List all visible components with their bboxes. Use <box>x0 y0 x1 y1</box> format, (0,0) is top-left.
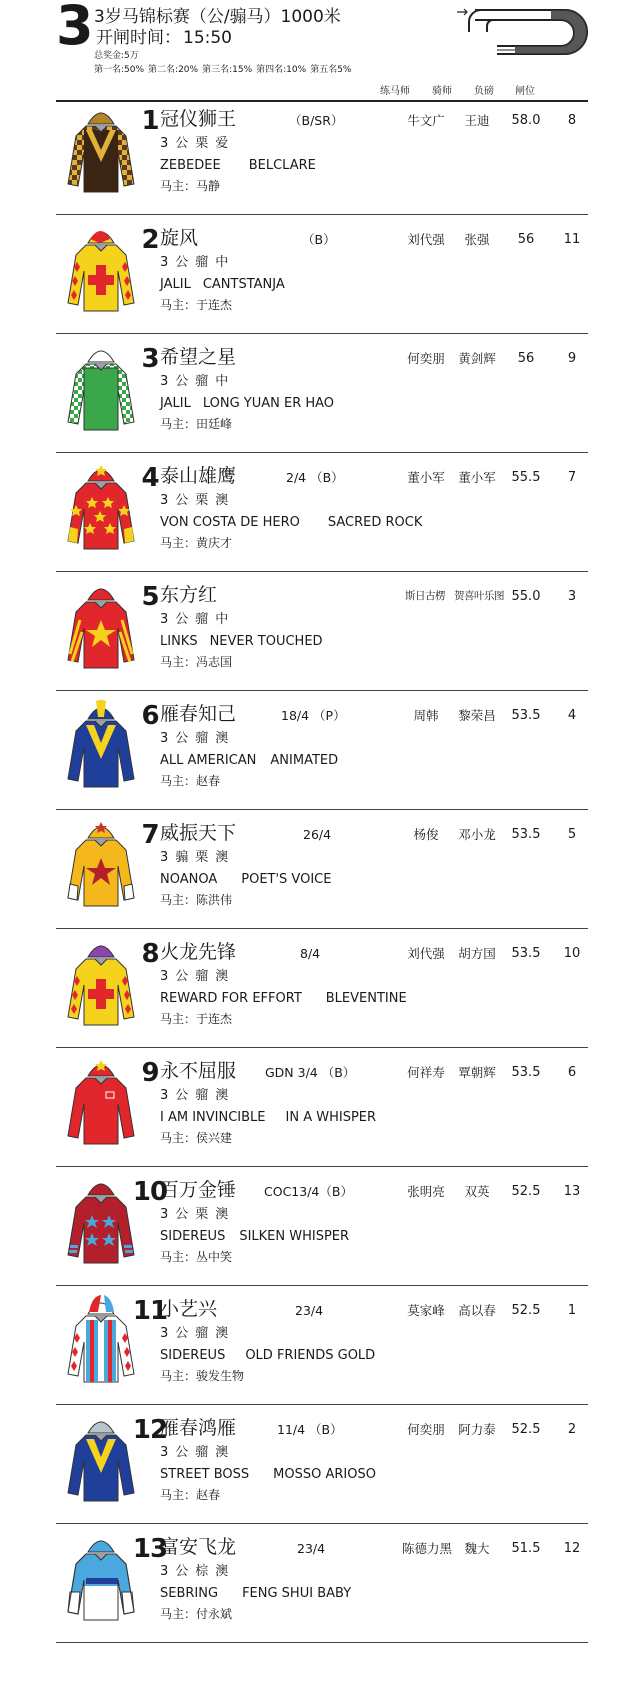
trainer: 斯日古楞 <box>405 590 445 602</box>
weight: 52.5 <box>511 1303 541 1318</box>
odds-gear: 23/4 <box>297 1541 326 1556</box>
jockey: 黎荣昌 <box>458 708 496 723</box>
runner-number: 3 <box>141 344 159 374</box>
horse-name: 泰山雄鹰 <box>160 465 237 487</box>
draw: 3 <box>567 589 577 604</box>
race-start <box>94 28 232 48</box>
weight: 55.0 <box>511 589 541 604</box>
jockey: 胡方国 <box>458 946 496 961</box>
runner-entry <box>56 929 588 1048</box>
dam: SACRED ROCK <box>327 515 423 530</box>
draw: 1 <box>567 1303 577 1318</box>
owner: 马主：马静 <box>160 179 221 193</box>
odds-gear: （B） <box>302 232 336 247</box>
sire: JALIL <box>160 396 191 411</box>
entry-divider <box>56 1642 588 1643</box>
runner-number: 11 <box>132 1296 168 1326</box>
jockey: 魏大 <box>464 1541 490 1556</box>
horse-name: 小艺兴 <box>160 1298 218 1320</box>
jockey-silks-icon <box>62 100 140 196</box>
dam: BELCLARE <box>248 158 316 173</box>
trainer: 张明亮 <box>407 1184 445 1199</box>
runner-entry <box>56 1048 588 1167</box>
jockey-silks-icon <box>62 933 140 1029</box>
trainer: 何祥寿 <box>407 1065 445 1080</box>
jockey: 贺喜叶乐图 <box>454 590 504 602</box>
runner-entry <box>56 572 588 691</box>
jockey-silks-icon <box>62 338 140 434</box>
prize-share: 第四名:10% <box>256 65 307 75</box>
owner: 马主：赵春 <box>160 774 221 788</box>
trainer: 周韩 <box>413 708 439 723</box>
runner-entry <box>56 691 588 810</box>
weight: 53.5 <box>511 708 541 723</box>
runner-entry <box>56 1167 588 1286</box>
horse-name: 百万金锤 <box>160 1179 237 1201</box>
breeding <box>160 515 422 531</box>
weight: 55.5 <box>511 470 541 485</box>
breeding <box>160 1348 375 1364</box>
sire: SEBRING <box>160 1586 219 1601</box>
weight: 56 <box>517 351 535 366</box>
dam: ANIMATED <box>270 753 339 768</box>
draw: 2 <box>567 1422 577 1437</box>
race-title: 3岁马锦标赛（公/骟马）1000米 <box>94 7 341 27</box>
runner-entry <box>56 810 588 929</box>
horse-profile: 3公栗澳 <box>160 493 236 508</box>
trainer: 董小军 <box>407 470 445 485</box>
prize-share: 第五名5% <box>310 65 352 75</box>
col-weight: 负磅 <box>474 86 494 97</box>
horse-profile: 3公棕澳 <box>160 1564 236 1579</box>
weight: 58.0 <box>511 113 541 128</box>
weight: 53.5 <box>511 1065 541 1080</box>
odds-gear: 11/4 （B） <box>277 1422 343 1437</box>
weight: 53.5 <box>511 946 541 961</box>
dam: LONG YUAN ER HAO <box>202 396 335 411</box>
runner-number: 4 <box>141 463 159 493</box>
sire: STREET BOSS <box>160 1467 250 1482</box>
col-jockey: 骑师 <box>432 86 452 97</box>
draw: 7 <box>567 470 577 485</box>
breeding <box>160 634 323 650</box>
odds-gear: 18/4 （P） <box>281 708 346 723</box>
dam: IN A WHISPER <box>285 1110 377 1125</box>
owner: 马主：于连杰 <box>160 1012 233 1026</box>
owner: 马主：陈洪伟 <box>160 893 233 907</box>
horse-profile: 3公骝中 <box>160 612 236 627</box>
trainer: 牛文广 <box>407 113 445 128</box>
col-draw: 闸位 <box>515 86 535 97</box>
owner: 马主：于连杰 <box>160 298 233 312</box>
runner-entry <box>56 96 588 215</box>
odds-gear: 8/4 <box>300 946 321 961</box>
race-header <box>0 0 640 100</box>
horse-name: 旋风 <box>160 227 199 249</box>
sire: REWARD FOR EFFORT <box>160 991 302 1006</box>
trainer: 刘代强 <box>407 946 445 961</box>
horse-name: 威振天下 <box>160 822 237 844</box>
jockey-silks-icon <box>62 1052 140 1148</box>
trainer: 刘代强 <box>407 232 445 247</box>
owner: 马主：丛中笑 <box>160 1250 233 1264</box>
horse-name: 雁春鸿雁 <box>160 1417 237 1439</box>
track-diagram-icon <box>455 4 590 64</box>
prize-shares <box>94 65 355 76</box>
sire: ALL AMERICAN <box>160 753 257 768</box>
jockey: 黄剑辉 <box>458 351 496 366</box>
runner-entry <box>56 453 588 572</box>
runner-number: 7 <box>141 820 159 850</box>
jockey: 阿力泰 <box>458 1422 496 1437</box>
dam: NEVER TOUCHED <box>209 634 323 649</box>
runner-number: 6 <box>141 701 159 731</box>
prize-share: 第二名:20% <box>148 65 199 75</box>
jockey-silks-icon <box>62 457 140 553</box>
breeding <box>160 872 331 888</box>
sire: NOANOA <box>160 872 218 887</box>
jockey-silks-icon <box>62 219 140 315</box>
weight: 53.5 <box>511 827 541 842</box>
sire: LINKS <box>160 634 198 649</box>
breeding <box>160 991 407 1007</box>
runner-number: 2 <box>141 225 159 255</box>
odds-gear: 26/4 <box>303 827 332 842</box>
jockey-silks-icon <box>62 1528 140 1624</box>
start-time: 15:50 <box>183 28 232 48</box>
breeding <box>160 396 334 412</box>
weight: 52.5 <box>511 1184 541 1199</box>
jockey-silks-icon <box>62 1409 140 1505</box>
owner: 马主：田廷峰 <box>160 417 233 431</box>
runner-entry <box>56 334 588 453</box>
horse-profile: 3公骝澳 <box>160 1326 236 1341</box>
runner-entry <box>56 1405 588 1524</box>
draw: 4 <box>567 708 577 723</box>
horse-name: 东方红 <box>160 584 218 606</box>
dam: MOSSO ARIOSO <box>273 1467 376 1482</box>
jockey-silks-icon <box>62 1290 140 1386</box>
jockey: 双英 <box>464 1184 490 1199</box>
breeding <box>160 753 338 769</box>
dam: CANTSTANJA <box>202 277 285 292</box>
runner-number: 12 <box>132 1415 168 1445</box>
breeding <box>160 158 316 174</box>
runner-number: 9 <box>141 1058 159 1088</box>
jockey: 张强 <box>464 232 490 247</box>
horse-profile: 3公栗澳 <box>160 1207 236 1222</box>
sire: I AM INVINCIBLE <box>160 1110 266 1125</box>
horse-profile: 3公骝中 <box>160 255 236 270</box>
jockey: 董小军 <box>458 470 496 485</box>
trainer: 杨俊 <box>413 827 439 842</box>
prize-share: 第一名:50% <box>94 65 145 75</box>
breeding <box>160 1467 376 1483</box>
horse-profile: 3公骝澳 <box>160 1088 236 1103</box>
dam: OLD FRIENDS GOLD <box>245 1348 376 1363</box>
start-label: 开闸时间： <box>96 28 181 48</box>
runner-number: 1 <box>141 106 159 136</box>
draw: 13 <box>563 1184 581 1199</box>
jockey: 邓小龙 <box>458 827 496 842</box>
sire: JALIL <box>160 277 191 292</box>
horse-name: 富安飞龙 <box>160 1536 237 1558</box>
odds-gear: COC13/4（B） <box>264 1184 353 1199</box>
horse-profile: 3公骝澳 <box>160 1445 236 1460</box>
trainer: 莫家峰 <box>407 1303 445 1318</box>
draw: 9 <box>567 351 577 366</box>
col-trainer: 练马师 <box>380 86 410 97</box>
draw: 10 <box>563 946 581 961</box>
sire: SIDEREUS <box>160 1348 226 1363</box>
dam: FENG SHUI BABY <box>242 1586 352 1601</box>
weight: 52.5 <box>511 1422 541 1437</box>
jockey-silks-icon <box>62 695 140 791</box>
breeding <box>160 1229 349 1245</box>
horse-name: 雁春知己 <box>160 703 237 725</box>
draw: 5 <box>567 827 577 842</box>
draw: 11 <box>563 232 581 247</box>
horse-name: 火龙先锋 <box>160 941 237 963</box>
jockey-silks-icon <box>62 814 140 910</box>
sire: ZEBEDEE <box>160 158 221 173</box>
race-number: 3 <box>56 0 94 57</box>
prize-share: 第三名:15% <box>202 65 253 75</box>
weight: 51.5 <box>511 1541 541 1556</box>
owner: 马主：骏发生物 <box>160 1369 245 1383</box>
odds-gear: （B/SR） <box>289 113 344 128</box>
owner: 马主：冯志国 <box>160 655 233 669</box>
breeding <box>160 277 285 293</box>
owner: 马主：黄庆才 <box>160 536 233 550</box>
runner-number: 10 <box>132 1177 168 1207</box>
jockey: 王迪 <box>464 113 490 128</box>
draw: 8 <box>567 113 577 128</box>
owner: 马主：付永斌 <box>160 1607 233 1621</box>
breeding <box>160 1110 376 1126</box>
runner-entry <box>56 215 588 334</box>
runner-number: 8 <box>141 939 159 969</box>
odds-gear: GDN 3/4 （B） <box>265 1065 356 1080</box>
weight: 56 <box>517 232 535 247</box>
runner-entry <box>56 1524 588 1643</box>
jockey: 覃朝辉 <box>458 1065 496 1080</box>
trainer: 陈德力黑 <box>402 1541 453 1556</box>
runner-number: 5 <box>141 582 159 612</box>
dam: SILKEN WHISPER <box>239 1229 350 1244</box>
draw: 12 <box>563 1541 581 1556</box>
horse-profile: 3公骝中 <box>160 374 236 389</box>
horse-name: 希望之星 <box>160 346 237 368</box>
trainer: 何奕朋 <box>407 1422 445 1437</box>
odds-gear: 2/4 （B） <box>286 470 344 485</box>
jockey-silks-icon <box>62 576 140 672</box>
horse-name: 永不屈服 <box>160 1060 237 1082</box>
odds-gear: 23/4 <box>295 1303 324 1318</box>
trainer: 何奕朋 <box>407 351 445 366</box>
runner-number: 13 <box>132 1534 168 1564</box>
breeding <box>160 1586 351 1602</box>
dam: POET'S VOICE <box>241 872 332 887</box>
sire: VON COSTA DE HERO <box>160 515 300 530</box>
owner: 马主：赵春 <box>160 1488 221 1502</box>
draw: 6 <box>567 1065 577 1080</box>
sire: SIDEREUS <box>160 1229 226 1244</box>
jockey-silks-icon <box>62 1171 140 1267</box>
jockey: 高以春 <box>458 1303 496 1318</box>
horse-profile: 3公骝澳 <box>160 731 236 746</box>
horse-profile: 3骟栗澳 <box>160 850 236 865</box>
horse-profile: 3公骝澳 <box>160 969 236 984</box>
runner-entry <box>56 1286 588 1405</box>
dam: BLEVENTINE <box>325 991 407 1006</box>
owner: 马主：侯兴建 <box>160 1131 233 1145</box>
race-purse: 总奖金:5万 <box>94 51 139 61</box>
horse-profile: 3公栗爱 <box>160 136 236 151</box>
horse-name: 冠仪狮王 <box>160 108 237 130</box>
